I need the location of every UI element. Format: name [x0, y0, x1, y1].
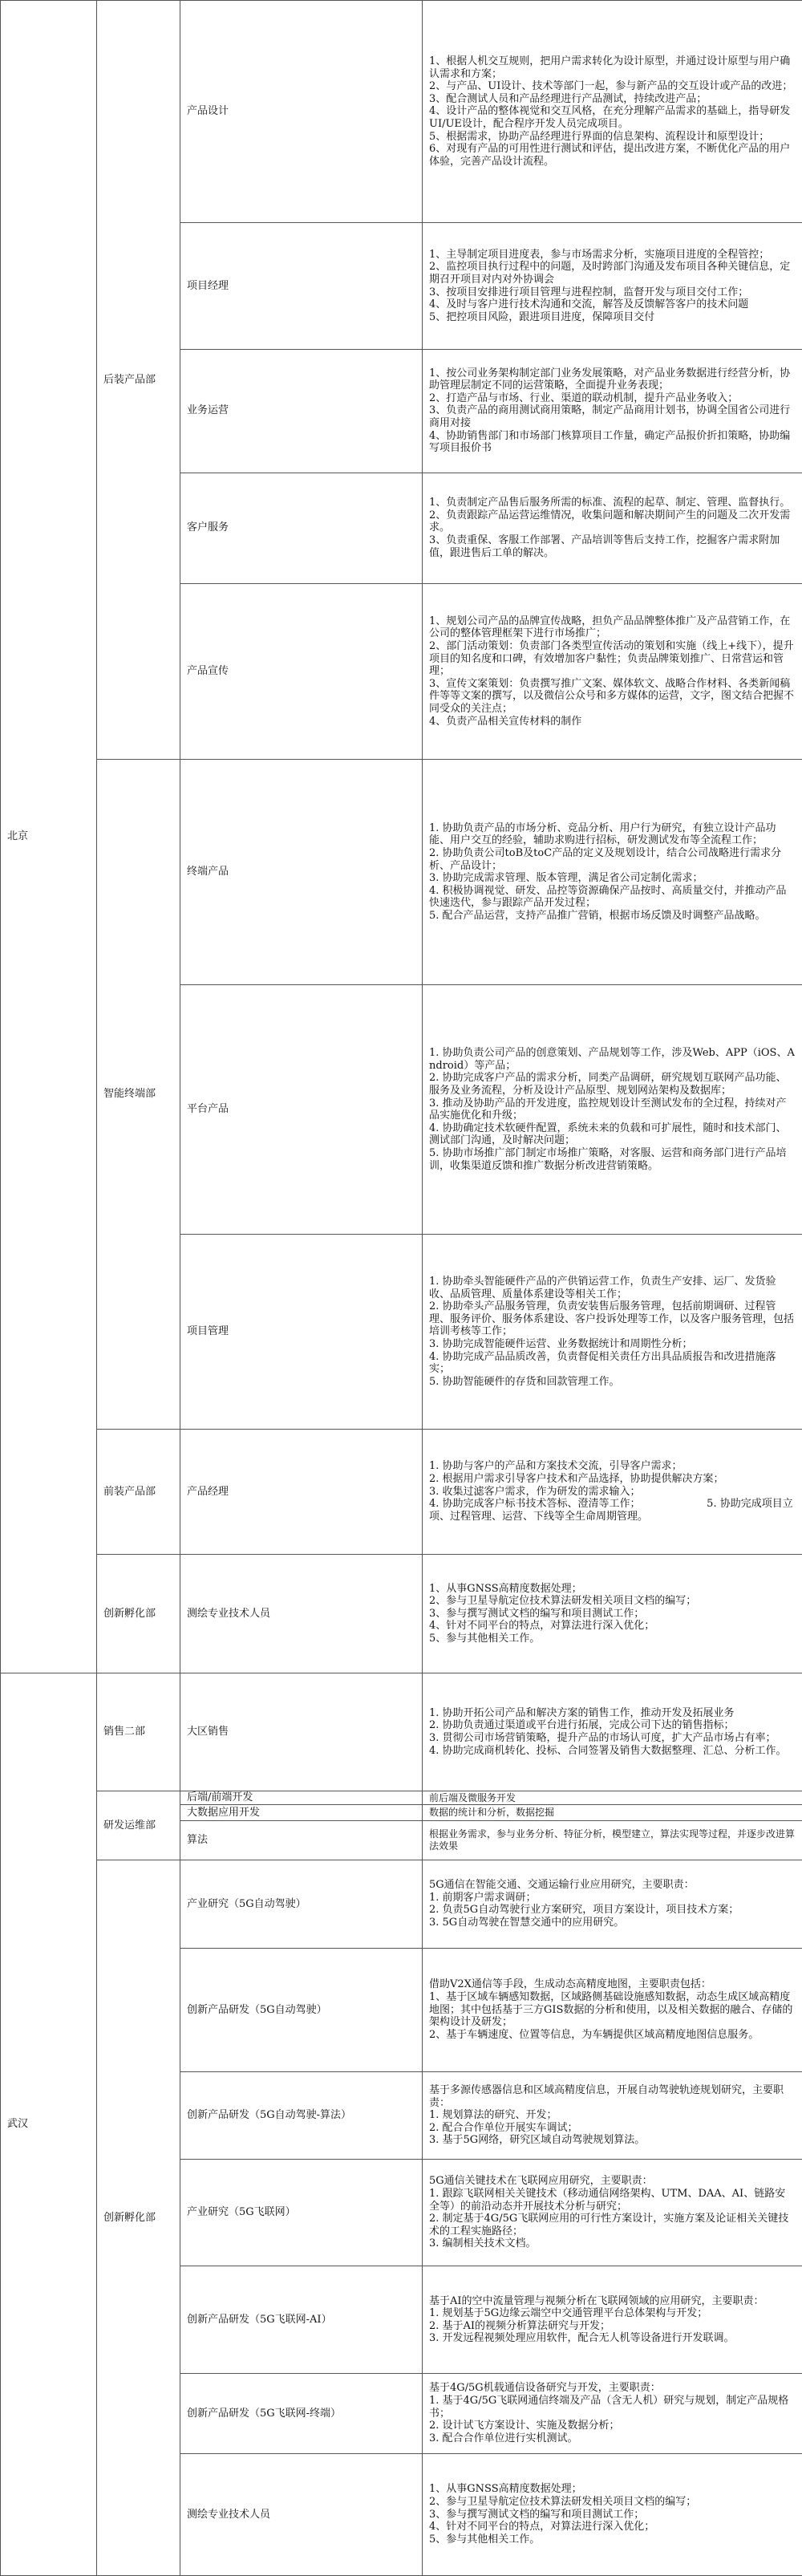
responsibility-line: 3、负责产品的商用测试商用策略，制定产品商用计划书，协调全国省公司进行商用对接 — [429, 404, 791, 430]
role-cell: 测绘专业技术人员 — [180, 1555, 423, 1673]
table-row — [1, 1555, 802, 1673]
table-row — [1, 1673, 802, 1791]
responsibility-line: 4、针对不同平台的特点，对算法进行深入优化； — [429, 1620, 655, 1633]
responsibility-line: 2. 协助负责公司toB及toC产品的定义及规划设计，结合公司战略进行需求分析、产品设计； — [429, 847, 782, 872]
responsibility-line: 1. 协助开拓公司产品和解决方案的销售工作，推动开发及拓展业务 — [429, 1706, 735, 1719]
responsibility-line: 4、及时与客户进行技术沟通和交流，解答及反馈解答客户的技术问题 — [429, 298, 749, 311]
responsibility-line: 3. 开发远程视频处理应用软件，配合无人机等设备进行开发联调。 — [429, 2332, 735, 2345]
responsibility-cell — [423, 2453, 802, 2575]
responsibility-cell — [423, 1820, 802, 1860]
responsibility-cell — [423, 1805, 802, 1821]
department-cell: 研发运维部 — [97, 1791, 180, 1860]
responsibility-line: 2. 制定基于4G/5G飞联网应用的可行性方案设计，实施方案及论证相关关键技术的工程实施路径； — [429, 2213, 789, 2237]
role-cell: 创新产品研发（5G飞联网-AI） — [180, 2266, 423, 2374]
role-cell: 产业研究（5G自动驾驶） — [180, 1860, 423, 1948]
role-cell: 产品设计 — [180, 1, 423, 223]
responsibility-cell — [423, 1235, 802, 1430]
role-cell: 算法 — [180, 1820, 423, 1860]
responsibility-line: 2、参与卫星导航定位技术算法研发相关项目文档的编写； — [429, 2495, 697, 2508]
responsibility-line: 1. 规划算法的研究、开发； — [429, 2109, 557, 2122]
responsibility-line: 基于多源传感器信息和区域高精度信息，开展自动驾驶轨迹规划研究，主要职责： — [429, 2083, 784, 2109]
responsibility-cell — [423, 2159, 802, 2266]
responsibility-line: 1. 协助负责公司产品的创意策划、产品规划等工作，涉及Web、APP（iOS、Android）等产品； — [429, 1047, 795, 1072]
responsibility-line: 2. 基于AI的视频分析算法研究与开发； — [429, 2319, 611, 2332]
responsibility-line: 1、按公司业务架构制定部门业务发展策略，对产品业务数据进行经营分析，协助管理层制定不同的运营策略，全面提升业务表现； — [429, 367, 791, 392]
responsibility-cell — [423, 984, 802, 1234]
responsibility-cell — [423, 223, 802, 349]
responsibility-line: 3. 协助完成需求管理、版本管理，满足省公司定制化需求； — [429, 872, 703, 885]
responsibility-line: 基于4G/5G机载通信设备研究与开发，主要职责： — [429, 2382, 661, 2395]
responsibility-line: 5、参与其他相关工作。 — [429, 2533, 541, 2546]
role-cell: 终端产品 — [180, 760, 423, 985]
responsibility-line: 3. 基于5G网络，研究区域自动驾驶规划算法。 — [429, 2134, 646, 2147]
responsibility-line: 3、宣传文案策划：负责撰写推广文案、媒体软文、战略合作材料、各类新闻稿件等等文案的撰写，以及微信公众号和多方媒体的运营，文字，图文结合把握不同受众的关注点； — [429, 677, 795, 715]
responsibility-line: 3. 编制相关技术文档。 — [429, 2237, 537, 2250]
table-row — [1, 1, 802, 223]
responsibility-line: 4. 协助确定技术软硬件配置，系统未来的负载和可扩展性，随时和技术部门、测试部门沟通，及时解决问题； — [429, 1122, 787, 1147]
responsibility-line: 5G通信关键技术在飞联网应用研究，主要职责： — [429, 2175, 653, 2188]
responsibility-line: 2. 根据用户需求引导客户技术和产品选择，协助提供解决方案； — [429, 1473, 724, 1486]
responsibility-line: 2、与产品、UI设计、技术等部门一起，参与新产品的交互设计或产品的改进； — [429, 80, 793, 93]
responsibility-cell — [423, 1, 802, 223]
responsibility-line: 2、负责跟踪产品运营运维情况，收集问题和解决期间产生的问题及二次开发需求。 — [429, 509, 791, 534]
responsibility-line: 1. 协助牵头智能硬件产品的产供销运营工作，负责生产安排、运厂、发货验收、品质管理、质量体系建设等相关工作； — [429, 1275, 776, 1300]
responsibility-line: 5、把控项目风险，跟进项目进度，保障项目交付 — [429, 310, 655, 323]
table-row — [1, 1791, 802, 1805]
responsibility-line: 4. 积极协调视觉、研发、品控等资源确保产品按时、高质量交付，并推动产品快速迭代，参与跟踪产品开发过程； — [429, 884, 787, 910]
table-row — [1, 1429, 802, 1554]
role-cell: 业务运营 — [180, 349, 423, 473]
responsibility-line: 3. 推动及协助产品的开发进度，监控规划设计至测试发布的全过程，持续对产品实施优化和升级； — [429, 1097, 787, 1122]
responsibility-line: 5. 协助智能硬件的存货和回款管理工作。 — [429, 1375, 620, 1388]
responsibility-line: 2. 设计试飞方案设计、实施及数据分析； — [429, 2420, 620, 2432]
responsibility-line: 2、打造产品与市场、行业、渠道的联动机制，提升产品业务收入； — [429, 391, 739, 404]
role-cell: 产品经理 — [180, 1429, 423, 1554]
table-row — [1, 760, 802, 985]
responsibility-cell — [423, 2071, 802, 2159]
responsibility-line: 4、负责产品相关宣传材料的制作 — [429, 715, 582, 728]
responsibility-line: 5. 协助市场推广部门制定市场推广策略，对客服、运营和商务部门进行产品培训，收集渠道反馈和推广数据分析改进营销策略。 — [429, 1146, 787, 1172]
responsibility-line: 1、从事GNSS高精度数据处理； — [429, 2483, 582, 2496]
responsibility-line: 3、参与撰写测试文档的编写和项目测试工作； — [429, 1607, 645, 1620]
role-cell: 创新产品研发（5G飞联网-终端） — [180, 2374, 423, 2454]
department-cell: 智能终端部 — [97, 760, 180, 1429]
responsibility-line: 3、参与撰写测试文档的编写和项目测试工作； — [429, 2508, 645, 2521]
responsibility-cell — [423, 1555, 802, 1673]
role-cell: 产业研究（5G飞联网） — [180, 2159, 423, 2266]
responsibility-cell — [423, 1429, 802, 1554]
responsibility-line: 借助V2X通信等手段，生成动态高精度地图，主要职责包括： — [429, 1978, 711, 1991]
responsibility-line: 1、主导制定项目进度表，参与市场需求分析，实施项目进度的全程管控； — [429, 248, 770, 261]
responsibility-line: 2. 协助完成客户产品的需求分析，同类产品调研，研究规划互联网产品功能、服务及业务流程，分析及设计产品原型、规划网站架构及数据库； — [429, 1072, 787, 1097]
department-cell: 前装产品部 — [97, 1429, 180, 1554]
responsibility-line: 基于AI的空中流量管理与视频分析在飞联网领域的应用研究，主要职责： — [429, 2294, 764, 2307]
responsibility-line: 4、协助销售部门和市场部门核算项目工作量，确定产品报价折扣策略，协助编写项目报价书 — [429, 429, 791, 455]
responsibility-line: 3、按项目安排进行项目管理与进程控制，监督开发与项目交付工作； — [429, 286, 749, 298]
responsibility-line: 2. 配合合作单位开展实车调试； — [429, 2121, 578, 2134]
responsibility-line: 2、部门活动策划：负责部门各类型宣传活动的策划和实施（线上+线下），提升项目的知名度和口碑，有效增加客户黏性；负责品牌策划推广、日常营运和管理； — [429, 640, 794, 678]
responsibility-line: 4. 协助完成客户标书技术答标、澄清等工作； 5. 协助完成项目立项、过程管理、运营、下线等全生命周期管理。 — [429, 1498, 793, 1523]
city-cell: 武汉 — [1, 1673, 97, 2576]
responsibility-line: 3. 贯彻公司市场营销策略，提升产品的市场认可度，扩大产品市场占有率； — [429, 1732, 776, 1745]
responsibility-line: 2、参与卫星导航定位技术算法研发相关项目文档的编写； — [429, 1595, 697, 1608]
responsibility-line: 4. 协助完成产品品质改善，负责督促相关责任方出具品质报告和改进措施落实； — [429, 1350, 776, 1376]
responsibility-line: 1、基于区域车辆感知数据，区域路侧基础设施感知数据，动态生成区域高精度地图；其中包括基于三方GIS数据的分析和使用，以及相关数据的融合、存储的架构设计及研发； — [429, 1991, 793, 2029]
responsibility-line: 1、负责制定产品售后服务所需的标准、流程的起草、制定、管理、监督执行。 — [429, 497, 791, 509]
city-cell: 北京 — [1, 1, 97, 1673]
role-cell: 后端/前端开发 — [180, 1791, 423, 1805]
responsibility-line: 3. 协助完成智能硬件运营、业务数据统计和周期性分析； — [429, 1337, 693, 1350]
role-cell: 客户服务 — [180, 473, 423, 583]
department-cell: 创新孵化部 — [97, 1555, 180, 1673]
responsibility-line: 5G通信在智能交通、交通运输行业应用研究，主要职责： — [429, 1879, 695, 1892]
role-cell: 大数据应用开发 — [180, 1805, 423, 1821]
responsibility-line: 1. 协助负责产品的市场分析、竞品分析、用户行为研究，有独立设计产品功能、用户交互的经验，辅助求购进行招标，研发测试发布等全流程工作； — [429, 821, 776, 847]
role-cell: 创新产品研发（5G自动驾驶） — [180, 1948, 423, 2071]
responsibility-cell — [423, 760, 802, 985]
responsibility-cell — [423, 1791, 802, 1805]
responsibility-cell — [423, 349, 802, 473]
responsibility-line: 前后端及微服务开发 — [429, 1791, 516, 1803]
responsibility-line: 2. 负责5G自动驾驶行业方案研究，项目方案设计，项目技术方案； — [429, 1904, 739, 1917]
responsibility-line: 2、基于车辆速度、位置等信息，为车辆提供区域高精度地图信息服务。 — [429, 2028, 759, 2041]
responsibility-line: 根据业务需求，参与业务分析、特征分析，模型建立，算法实现等过程，并逐步改进算法效果 — [429, 1828, 796, 1852]
responsibility-cell — [423, 2266, 802, 2374]
responsibility-line: 5、参与其他相关工作。 — [429, 1632, 541, 1645]
job-table-body — [1, 1, 802, 2576]
responsibility-line: 6、对现有产品的可用性进行测试和评估，提出改进方案，不断优化产品的用户体验，完善产品设计流程。 — [429, 143, 791, 168]
responsibility-cell — [423, 1948, 802, 2071]
responsibility-line: 4、针对不同平台的特点，对算法进行深入优化； — [429, 2521, 655, 2533]
responsibility-line: 4. 协助完成商机转化、投标、合同签署及销售大数据整理、汇总、分析工作。 — [429, 1744, 787, 1757]
responsibility-line: 1. 基于4G/5G飞联网通信终端及产品（含无人机）研究与规划，制定产品规格书； — [429, 2395, 789, 2420]
responsibility-line: 2. 协助负责通过渠道或平台进行拓展，完成公司下达的销售指标； — [429, 1719, 735, 1732]
responsibility-line: 1. 规划基于5G边缘云端空中交通管理平台总体架构与开发； — [429, 2307, 708, 2320]
responsibility-line: 5、根据需求，协助产品经理进行界面的信息架构、流程设计和原型设计； — [429, 130, 770, 143]
responsibility-line: 2. 协助牵头产品服务管理，负责安装售后服务管理，包括前期调研、过程管理、服务评价、服务体系建设、客户投诉处理等工作，以及客户服务管理，包括培训考核等工作； — [429, 1300, 795, 1338]
department-cell: 销售二部 — [97, 1673, 180, 1791]
responsibility-line: 3. 配合合作单位进行实机测试。 — [429, 2432, 578, 2444]
responsibility-cell — [423, 1860, 802, 1948]
responsibility-cell — [423, 1673, 802, 1791]
department-cell: 后装产品部 — [97, 1, 180, 760]
responsibility-line: 1. 前期客户需求调研； — [429, 1891, 537, 1904]
responsibility-line: 1. 跟踪飞联网相关关键技术（移动通信网络架构、UTM、DAA、AI、链路安全等）的前沿动态并开展技术分析与研究； — [429, 2188, 786, 2213]
responsibility-cell — [423, 583, 802, 760]
role-cell: 测绘专业技术人员 — [180, 2453, 423, 2575]
responsibility-line: 3、负责重保、客服工作部署、产品培训等售后支持工作，挖掘客户需求附加值，跟进售后工单的解决。 — [429, 533, 780, 559]
role-cell: 产品宣传 — [180, 583, 423, 760]
responsibility-line: 1. 协助与客户的产品和方案技术交流，引导客户需求； — [429, 1460, 683, 1473]
responsibility-cell — [423, 473, 802, 583]
responsibility-line: 2、监控项目执行过程中的问题，及时跨部门沟通及发布项目各种关键信息，定期召开项目对内对外协调会 — [429, 261, 791, 286]
role-cell: 平台产品 — [180, 984, 423, 1234]
responsibility-line: 数据的统计和分析，数据挖掘 — [429, 1807, 555, 1819]
responsibility-line: 1、规划公司产品的品牌宣传战略，担负产品品牌整体推广及产品营销工作，在公司的整体管理框架下进行市场推广； — [429, 615, 791, 640]
responsibility-line: 5. 配合产品运营，支持产品推广营销，根据市场反馈及时调整产品战略。 — [429, 909, 766, 922]
role-cell: 项目管理 — [180, 1235, 423, 1430]
role-cell: 创新产品研发（5G自动驾驶-算法） — [180, 2071, 423, 2159]
responsibility-line: 4、设计产品的整体视觉和交互风格，在充分理解产品需求的基础上，指导研发UI/UE设计，配合程序开发人员完成项目。 — [429, 105, 791, 131]
department-cell: 创新孵化部 — [97, 1860, 180, 2575]
responsibility-line: 3. 收集过滤客户需求，作为研发的需求输入； — [429, 1485, 641, 1498]
responsibility-line: 3. 5G自动驾驶在智慧交通中的应用研究。 — [429, 1916, 625, 1929]
table-row — [1, 1860, 802, 1948]
responsibility-line: 1、根据人机交互规则，把用户需求转化为设计原型，并通过设计原型与用户确认需求和方案； — [429, 55, 791, 80]
responsibility-line: 3、配合测试人员和产品经理进行产品测试，持续改进产品； — [429, 92, 707, 105]
role-cell: 大区销售 — [180, 1673, 423, 1791]
responsibility-line: 1、从事GNSS高精度数据处理； — [429, 1582, 582, 1595]
role-cell: 项目经理 — [180, 223, 423, 349]
responsibility-cell — [423, 2374, 802, 2454]
